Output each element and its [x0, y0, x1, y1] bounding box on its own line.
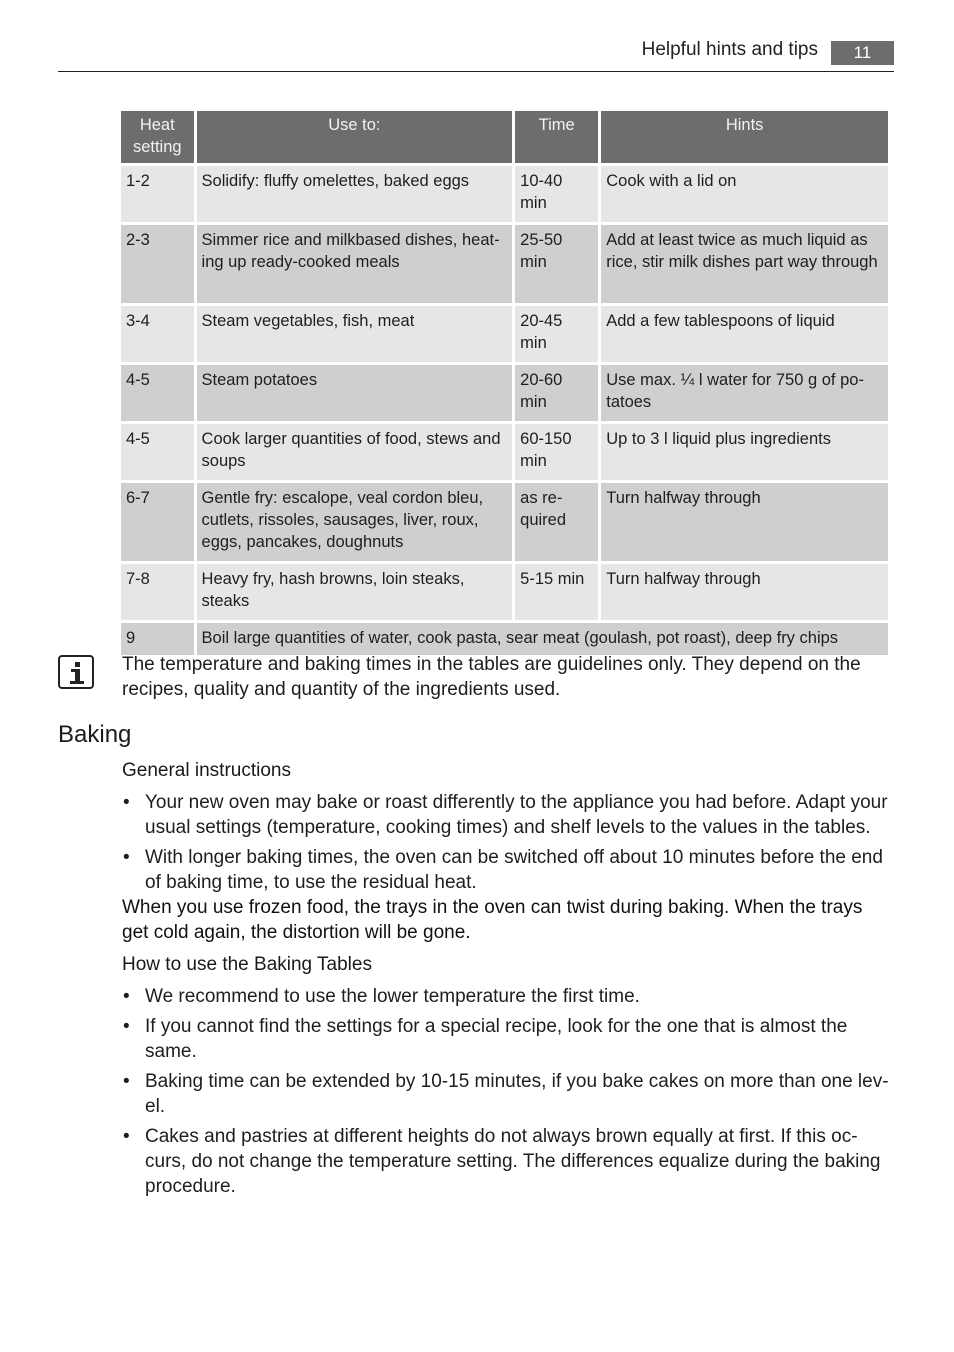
table-row: [121, 365, 888, 421]
cell-heat: 4-5: [121, 365, 194, 421]
cell-heat: 9: [121, 623, 194, 655]
table-row: [121, 483, 888, 561]
table-header-row: [121, 111, 888, 163]
list-item-text: Your new oven may bake or roast differently to the appliance you had before. Adapt your usual settings (temperature, cooking times) and shelf levels to the values in the tables.: [145, 792, 888, 838]
list-item-text: Cakes and pastries at different heights do not always brown equally at first. If this oc-curs, do not change the temperature setting. The differences equalize during the baking procedure.: [145, 1126, 881, 1197]
section-title-baking: Baking: [58, 721, 132, 748]
cell-use: Gentle fry: escalope, veal cordon bleu, cutlets, rissoles, sausages, liver, roux, eggs, pancakes, doughnuts: [197, 483, 513, 561]
page-header: [58, 36, 894, 72]
page-number: 11: [831, 41, 894, 65]
general-instructions-list: [122, 790, 897, 900]
cell-hints: Add at least twice as much liquid as rice, stir milk dishes part way through: [601, 225, 888, 303]
table-row: [121, 306, 888, 362]
table-row: [121, 166, 888, 222]
cell-heat: 7-8: [121, 564, 194, 620]
cell-use: Cook larger quantities of food, stews and soups: [197, 424, 513, 480]
bullet-icon: •: [123, 986, 130, 1007]
frozen-food-note: When you use frozen food, the trays in the oven can twist during baking. When the trays get cold again, the distortion will be gone.: [122, 897, 863, 943]
cell-heat: 4-5: [121, 424, 194, 480]
baking-tables-heading: How to use the Baking Tables: [122, 954, 372, 975]
cell-use: Solidify: fluffy omelettes, baked eggs: [197, 166, 513, 222]
cell-time: 5-15 min: [515, 564, 598, 620]
bullet-icon: •: [123, 792, 130, 813]
cell-time: 20-45 min: [515, 306, 598, 362]
heat-settings-table: [118, 108, 891, 658]
list-item: [122, 845, 897, 895]
header-hints: Hints: [601, 111, 888, 163]
cell-heat: 1-2: [121, 166, 194, 222]
table-row: [121, 623, 888, 655]
list-item-text: If you cannot find the settings for a special recipe, look for the one that is almost the same.: [145, 1016, 848, 1062]
cell-time: 60-150 min: [515, 424, 598, 480]
header-title: Helpful hints and tips: [641, 39, 818, 60]
cell-time: 10-40 min: [515, 166, 598, 222]
cell-hints: Cook with a lid on: [601, 166, 888, 222]
list-item-text: Baking time can be extended by 10-15 minutes, if you bake cakes on more than one lev-el.: [145, 1071, 889, 1117]
list-item: [122, 984, 897, 1009]
list-item: [122, 1069, 897, 1119]
info-icon: [58, 655, 94, 689]
cell-use: Simmer rice and milkbased dishes, heat-ing up ready-cooked meals: [197, 225, 513, 303]
table-row: [121, 225, 888, 303]
bullet-icon: •: [123, 1071, 130, 1092]
cell-hints: Turn halfway through: [601, 564, 888, 620]
cell-use: Steam vegetables, fish, meat: [197, 306, 513, 362]
baking-tables-list: [122, 984, 897, 1204]
info-note: The temperature and baking times in the tables are guidelines only. They depend on the recipes, quality and quantity of the ingredients used.: [122, 654, 861, 700]
bullet-icon: •: [123, 1016, 130, 1037]
cell-heat: 2-3: [121, 225, 194, 303]
cell-use: Steam potatoes: [197, 365, 513, 421]
table-row: [121, 564, 888, 620]
cell-hints: Use max. ¼ l water for 750 g of po-tatoes: [601, 365, 888, 421]
cell-time: 25-50 min: [515, 225, 598, 303]
cell-hints: Up to 3 l liquid plus ingredients: [601, 424, 888, 480]
bullet-icon: •: [123, 847, 130, 868]
list-item-text: With longer baking times, the oven can be switched off about 10 minutes before the end of baking time, to use the residual heat.: [145, 847, 883, 893]
cell-hints: Turn halfway through: [601, 483, 888, 561]
cell-use: Boil large quantities of water, cook pasta, sear meat (goulash, pot roast), deep fry chips: [197, 623, 888, 655]
table-row: [121, 424, 888, 480]
cell-heat: 3-4: [121, 306, 194, 362]
cell-hints: Add a few tablespoons of liquid: [601, 306, 888, 362]
cell-time: 20-60 min: [515, 365, 598, 421]
header-time: Time: [515, 111, 598, 163]
list-item: [122, 790, 897, 840]
bullet-icon: •: [123, 1126, 130, 1147]
header-heat-setting: Heat setting: [121, 111, 194, 163]
cell-time: as re-quired: [515, 483, 598, 561]
general-instructions-heading: General instructions: [122, 760, 291, 781]
cell-use: Heavy fry, hash browns, loin steaks, steaks: [197, 564, 513, 620]
cell-heat: 6-7: [121, 483, 194, 561]
list-item-text: We recommend to use the lower temperature the first time.: [145, 986, 640, 1007]
header-use-to: Use to:: [197, 111, 513, 163]
list-item: [122, 1014, 897, 1064]
list-item: [122, 1124, 897, 1199]
